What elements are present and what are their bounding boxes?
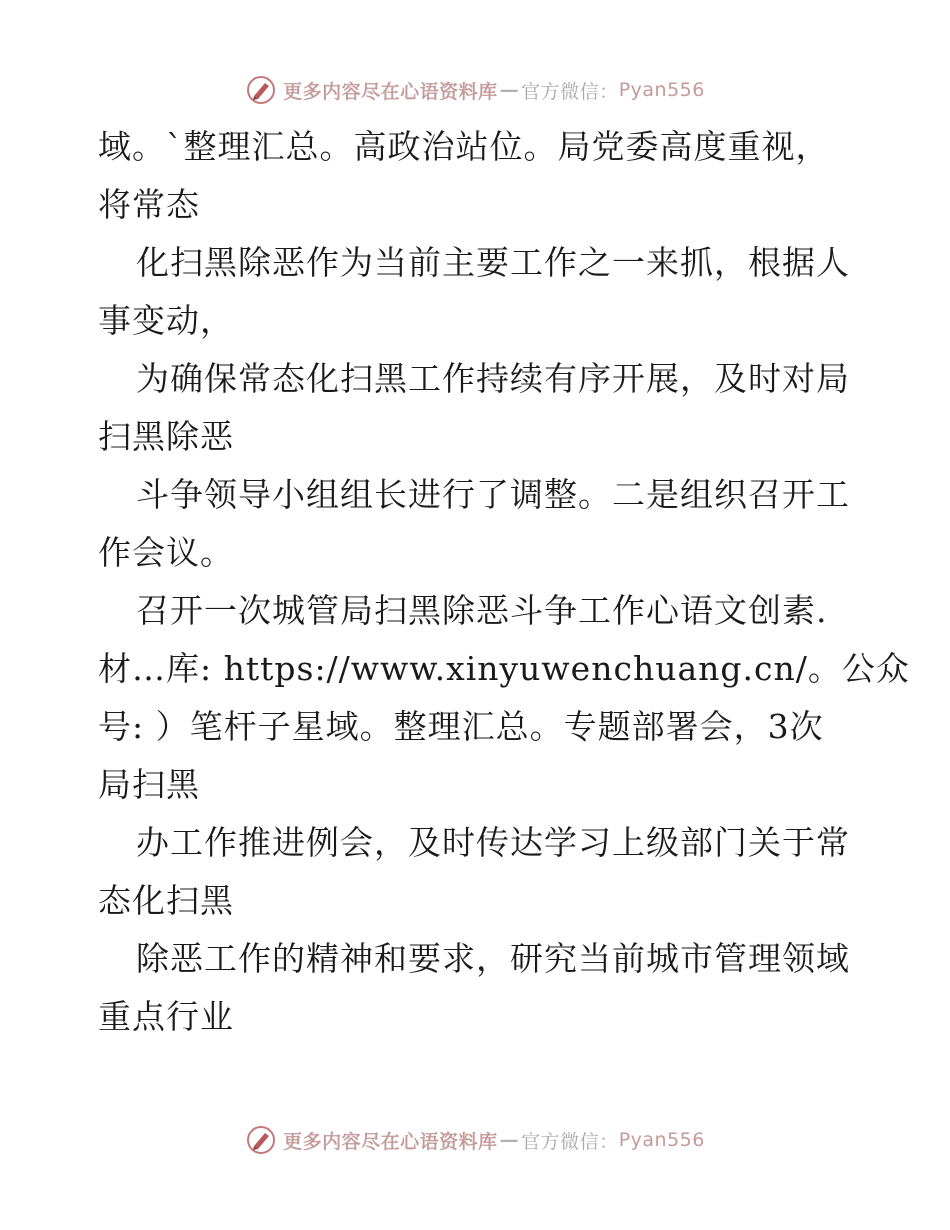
text-line: 重点行业 [98, 997, 234, 1036]
header-label: 官方微信： [521, 80, 619, 103]
text-line: 局扫黑 [98, 765, 200, 804]
footer-separator: — [499, 1129, 520, 1151]
text-line: 域。`整理汇总。高政治站位。局党委高度重视， [98, 127, 830, 166]
header-separator: — [499, 79, 520, 101]
text-line: 除恶工作的精神和要求，研究当前城市管理领域 [136, 939, 850, 978]
footer-wechat-id: Pyan556 [618, 1129, 705, 1151]
footer-label: 官方微信： [521, 1130, 619, 1153]
document-body [98, 118, 910, 1046]
text-line: 办工作推进例会，及时传达学习上级部门关于常 [136, 823, 850, 862]
text-line: 号: ）笔杆子星域。整理汇总。专题部署会，3次 [98, 707, 824, 746]
text-line: 事变动， [98, 301, 234, 340]
header-banner [0, 70, 950, 110]
header-wechat-id: Pyan556 [618, 79, 705, 101]
text-line: 召开一次城管局扫黑除恶斗争工作心语文创素. [136, 591, 828, 630]
text-line: 斗争领导小组组长进行了调整。二是组织召开工 [136, 475, 850, 514]
text-line: 态化扫黑 [98, 881, 234, 920]
text-line: 扫黑除恶 [98, 417, 234, 456]
pen-logo-icon [245, 74, 277, 106]
text-line: 作会议。 [98, 533, 234, 572]
text-line: 化扫黑除恶作为当前主要工作之一来抓，根据人 [136, 243, 850, 282]
pen-logo-icon [245, 1124, 277, 1156]
footer-banner [0, 1120, 950, 1160]
text-line: 材…库: https://www.xinyuwenchuang.cn/。公众 [98, 649, 910, 688]
text-line: 为确保常态化扫黑工作持续有序开展，及时对局 [136, 359, 850, 398]
header-brand: 更多内容尽在心语资料库 [283, 80, 498, 103]
text-line: 将常态 [98, 185, 200, 224]
footer-brand: 更多内容尽在心语资料库 [283, 1130, 498, 1153]
